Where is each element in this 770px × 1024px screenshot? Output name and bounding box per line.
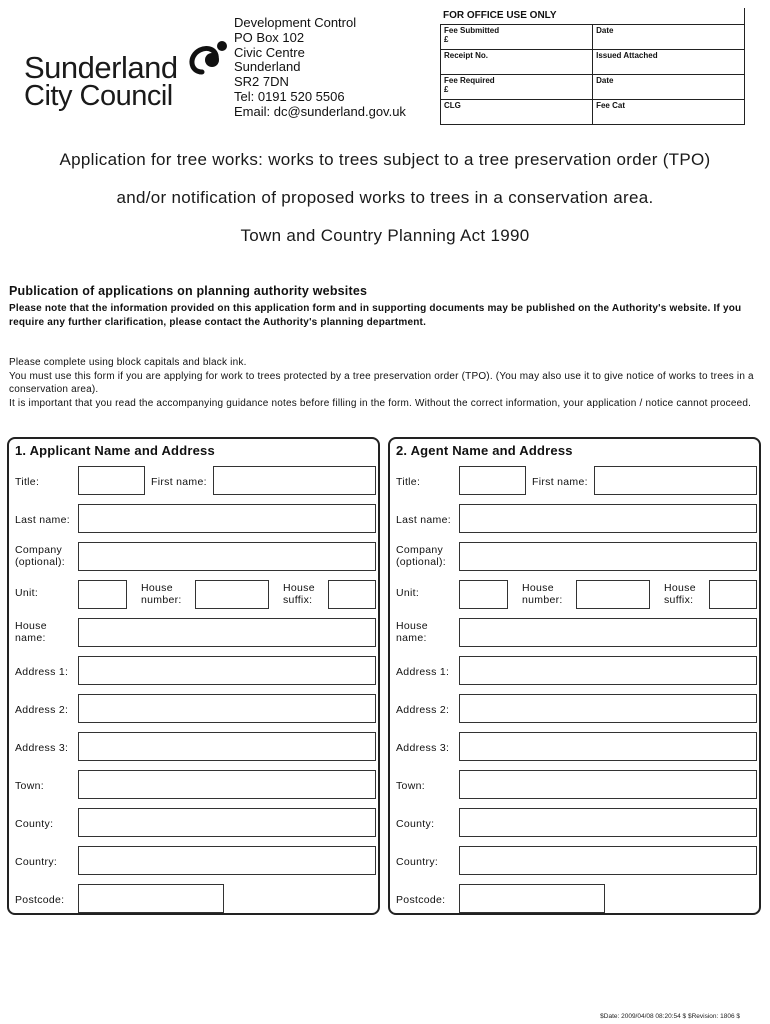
applicant-first-name-field[interactable] bbox=[213, 466, 376, 495]
office-cell-clg: CLG bbox=[441, 100, 593, 125]
address-line: SR2 7DN bbox=[234, 74, 289, 90]
applicant-last-name-label: Last name: bbox=[15, 514, 70, 526]
address-line: Email: dc@sunderland.gov.uk bbox=[234, 103, 406, 119]
applicant-company-label: Company (optional): bbox=[15, 544, 65, 568]
instruction-line: You must use this form if you are applying for work to trees protected by a tree preservation order (TPO). (You may also use it to give notice of works to trees in a conservation area). bbox=[9, 370, 754, 395]
applicant-country-label: Country: bbox=[15, 856, 58, 868]
publication-note: Please note that the information provided on this application form and in supporting documents may be published on the Authority's website. If you require any further clarification, please contact the Authority's planning department. bbox=[9, 303, 742, 328]
address-line: Tel: 0191 520 5506 bbox=[234, 88, 345, 104]
agent-house-number-label: House number: bbox=[522, 582, 563, 606]
instruction-line: Please complete using block capitals and black ink. bbox=[9, 357, 247, 368]
applicant-house-suffix-label: House suffix: bbox=[283, 582, 315, 606]
agent-address1-field[interactable] bbox=[459, 656, 757, 685]
applicant-house-number-label: House number: bbox=[141, 582, 182, 606]
applicant-section bbox=[7, 437, 380, 915]
logo-text-city-council: City Council bbox=[24, 80, 173, 112]
office-use-table bbox=[440, 24, 745, 125]
office-cell-fee-cat: Fee Cat bbox=[593, 100, 745, 125]
agent-country-label: Country: bbox=[396, 856, 439, 868]
office-cell-fee-submitted: Fee Submitted £ bbox=[441, 25, 593, 50]
agent-house-name-field[interactable] bbox=[459, 618, 757, 647]
agent-first-name-label: First name: bbox=[532, 476, 588, 488]
agent-last-name-label: Last name: bbox=[396, 514, 451, 526]
agent-address3-label: Address 3: bbox=[396, 742, 450, 754]
form-title-line2: and/or notification of proposed works to trees in a conservation area. bbox=[116, 188, 654, 207]
applicant-address3-field[interactable] bbox=[78, 732, 376, 761]
logo-text-sunderland: Sunderland bbox=[24, 50, 178, 85]
applicant-address2-label: Address 2: bbox=[15, 704, 69, 716]
applicant-house-name-label: House name: bbox=[15, 620, 47, 644]
publication-notice bbox=[9, 284, 761, 330]
applicant-address1-label: Address 1: bbox=[15, 666, 69, 678]
applicant-unit-label: Unit: bbox=[15, 587, 39, 599]
agent-title-field[interactable] bbox=[459, 466, 526, 495]
office-cell-fee-required: Fee Required £ bbox=[441, 75, 593, 100]
address-line: Civic Centre bbox=[234, 44, 305, 60]
applicant-last-name-field[interactable] bbox=[78, 504, 376, 533]
applicant-house-name-field[interactable] bbox=[78, 618, 376, 647]
applicant-county-label: County: bbox=[15, 818, 54, 830]
agent-town-label: Town: bbox=[396, 780, 425, 792]
agent-company-label: Company (optional): bbox=[396, 544, 446, 568]
applicant-country-field[interactable] bbox=[78, 846, 376, 875]
agent-town-field[interactable] bbox=[459, 770, 757, 799]
form-title-line1: Application for tree works: works to trees subject to a tree preservation order (TPO) bbox=[59, 150, 711, 169]
applicant-town-label: Town: bbox=[15, 780, 44, 792]
applicant-town-field[interactable] bbox=[78, 770, 376, 799]
agent-section bbox=[388, 437, 761, 915]
publication-heading: Publication of applications on planning authority websites bbox=[9, 284, 368, 298]
agent-house-name-label: House name: bbox=[396, 620, 428, 644]
agent-section-title: 2. Agent Name and Address bbox=[396, 443, 573, 458]
agent-address2-label: Address 2: bbox=[396, 704, 450, 716]
applicant-postcode-field[interactable] bbox=[78, 884, 224, 913]
office-cell-date: Date bbox=[593, 25, 745, 50]
instruction-line: It is important that you read the accompanying guidance notes before filling in the form. Without the correct information, your application / notice cannot proceed. bbox=[9, 397, 752, 409]
council-address bbox=[234, 16, 406, 120]
council-logo-mark-icon bbox=[186, 38, 232, 78]
agent-house-suffix-field[interactable] bbox=[709, 580, 757, 609]
applicant-unit-field[interactable] bbox=[78, 580, 127, 609]
revision-footer: $Date: 2009/04/08 08:20:54 $ $Revision: 1806 $ bbox=[600, 1013, 740, 1020]
applicant-county-field[interactable] bbox=[78, 808, 376, 837]
address-line: Sunderland bbox=[234, 59, 301, 75]
applicant-house-number-field[interactable] bbox=[195, 580, 269, 609]
office-use-box bbox=[440, 8, 745, 125]
applicant-title-field[interactable] bbox=[78, 466, 145, 495]
form-title-line3: Town and Country Planning Act 1990 bbox=[240, 226, 530, 245]
agent-unit-label: Unit: bbox=[396, 587, 420, 599]
applicant-address2-field[interactable] bbox=[78, 694, 376, 723]
agent-country-field[interactable] bbox=[459, 846, 757, 875]
agent-title-label: Title: bbox=[396, 476, 421, 488]
agent-address3-field[interactable] bbox=[459, 732, 757, 761]
address-line: PO Box 102 bbox=[234, 29, 305, 45]
applicant-postcode-label: Postcode: bbox=[15, 894, 65, 906]
agent-company-field[interactable] bbox=[459, 542, 757, 571]
agent-house-suffix-label: House suffix: bbox=[664, 582, 696, 606]
applicant-address1-field[interactable] bbox=[78, 656, 376, 685]
agent-county-field[interactable] bbox=[459, 808, 757, 837]
applicant-company-field[interactable] bbox=[78, 542, 376, 571]
agent-last-name-field[interactable] bbox=[459, 504, 757, 533]
agent-house-number-field[interactable] bbox=[576, 580, 650, 609]
office-cell-issued-attached: Issued Attached bbox=[593, 50, 745, 75]
agent-county-label: County: bbox=[396, 818, 435, 830]
instructions bbox=[9, 356, 761, 410]
applicant-first-name-label: First name: bbox=[151, 476, 207, 488]
office-use-title: FOR OFFICE USE ONLY bbox=[440, 8, 745, 24]
office-cell-receipt-no: Receipt No. bbox=[441, 50, 593, 75]
applicant-house-suffix-field[interactable] bbox=[328, 580, 376, 609]
office-cell-date-2: Date bbox=[593, 75, 745, 100]
applicant-address3-label: Address 3: bbox=[15, 742, 69, 754]
agent-postcode-field[interactable] bbox=[459, 884, 605, 913]
applicant-title-label: Title: bbox=[15, 476, 40, 488]
applicant-section-title: 1. Applicant Name and Address bbox=[15, 443, 215, 458]
agent-address1-label: Address 1: bbox=[396, 666, 450, 678]
agent-unit-field[interactable] bbox=[459, 580, 508, 609]
address-line: Development Control bbox=[234, 15, 357, 30]
agent-first-name-field[interactable] bbox=[594, 466, 757, 495]
agent-postcode-label: Postcode: bbox=[396, 894, 446, 906]
agent-address2-field[interactable] bbox=[459, 694, 757, 723]
